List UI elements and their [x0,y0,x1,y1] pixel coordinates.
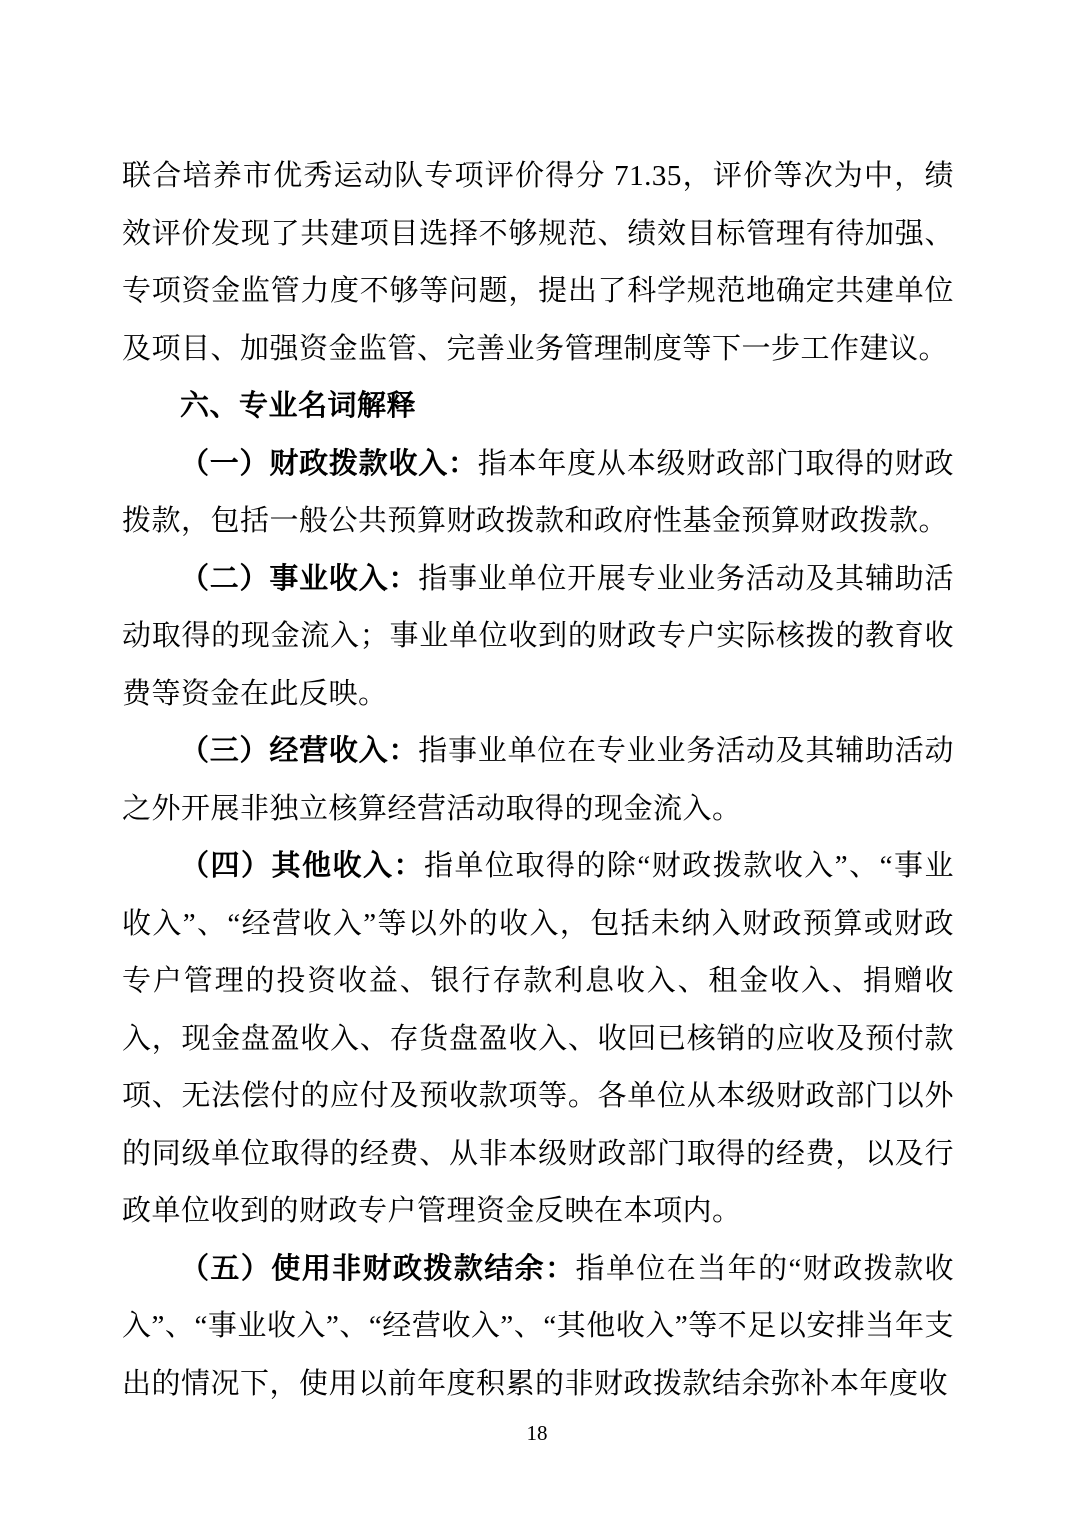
term-body-4: 指单位取得的除“财政拨款收入”、“事业收入”、“经营收入”等以外的收入，包括未纳入财政预算或财政专户管理的投资收益、银行存款利息收入、租金收入、捐赠收入，现金盘盈收入、存货盘盈收入、收回已核销的应收及预付款项、无法偿付的应付及预收款项等。各单位从本级财政部门以外的同级单位取得的经费、从非本级财政部门取得的经费，以及行政单位收到的财政专户管理资金反映在本项内。 [122,850,954,1227]
term-body-3: 指事业单位在专业业务活动及其辅助活动之外开展非独立核算经营活动取得的现金流入。 [122,735,954,825]
term-body-2: 指事业单位开展专业业务活动及其辅助活动取得的现金流入；事业单位收到的财政专户实际核拨的教育收费等资金在此反映。 [122,562,954,710]
page-number: 18 [526,1421,548,1445]
term-paragraph-2 [122,551,954,724]
term-paragraph-5 [122,1241,954,1414]
term-lead-2: （二）事业收入： [180,562,419,595]
intro-paragraph: 联合培养市优秀运动队专项评价得分 71.35，评价等次为中，绩效评价发现了共建项目选择不够规范、绩效目标管理有待加强、专项资金监管力度不够等问题，提出了科学规范地确定共建单位及项目、加强资金监管、完善业务管理制度等下一步工作建议。 [122,160,954,365]
section-heading: 六、专业名词解释 [180,390,417,422]
document-body [122,148,954,1413]
term-lead-3: （三）经营收入： [180,735,419,767]
term-lead-5: （五）使用非财政拨款结余： [180,1252,576,1285]
term-paragraph-3 [122,723,954,838]
term-paragraph-1 [122,436,954,551]
term-body-5: 指单位在当年的“财政拨款收入”、“事业收入”、“经营收入”、“其他收入”等不足以安排当年支出的情况下，使用以前年度积累的非财政拨款结余弥补本年度收 [122,1252,954,1400]
term-body-1: 指本年度从本级财政部门取得的财政拨款，包括一般公共预算财政拨款和政府性基金预算财政拨款。 [122,447,954,537]
term-paragraph-4 [122,838,954,1241]
term-lead-4: （四）其他收入： [180,850,424,882]
term-lead-1: （一）财政拨款收入： [180,447,478,480]
